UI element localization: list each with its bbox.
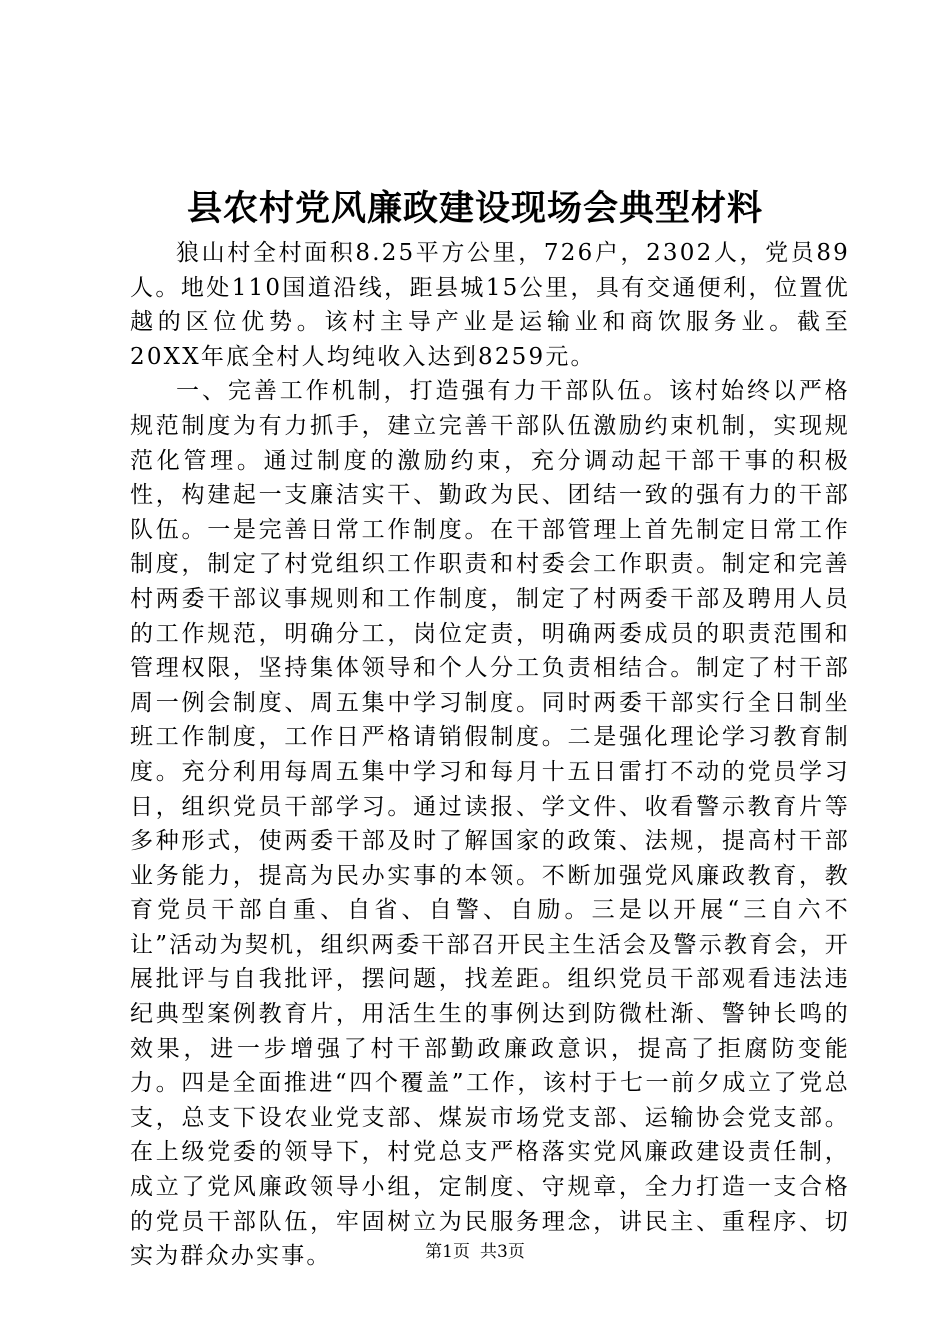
- page-number-current: 第1页: [425, 1242, 470, 1262]
- document-body: [130, 236, 850, 1274]
- document-title: 县农村党风廉政建设现场会典型材料: [186, 188, 763, 229]
- paragraph-intro: 狼山村全村面积8.25平方公里，726户，2302人，党员89人。地处110国道沿线，距县城15公里，具有交通便利，位置优越的区位优势。该村主导产业是运输业和商饮服务业。截至20XX年底全村人均纯收入达到8259元。: [130, 240, 850, 370]
- page-number-total: 共3页: [480, 1242, 525, 1262]
- paragraph-section-one: 一、完善工作机制，打造强有力干部队伍。该村始终以严格规范制度为有力抓手，建立完善干部队伍激励约束机制，实现规范化管理。通过制度的激励约束，充分调动起干部干事的积极性，构建起一支廉洁实干、勤政为民、团结一致的强有力的干部队伍。一是完善日常工作制度。在干部管理上首先制定日常工作制度，制定了村党组织工作职责和村委会工作职责。制定和完善村两委干部议事规则和工作制度，制定了村两委干部及聘用人员的工作规范，明确分工，岗位定责，明确两委成员的职责范围和管理权限，坚持集体领导和个人分工负责相结合。制定了村干部周一例会制度、周五集中学习制度。同时两委干部实行全日制坐班工作制度，工作日严格请销假制度。二是强化理论学习教育制度。充分利用每周五集中学习和每月十五日雷打不动的党员学习日，组织党员干部学习。通过读报、学文件、收看警示教育片等多种形式，使两委干部及时了解国家的政策、法规，提高村干部业务能力，提高为民办实事的本领。不断加强党风廉政教育，教育党员干部自重、自省、自警、自励。三是以开展“三自六不让”活动为契机，组织两委干部召开民主生活会及警示教育会，开展批评与自我批评，摆问题，找差距。组织党员干部观看违法违纪典型案例教育片，用活生生的事例达到防微杜渐、警钟长鸣的效果，进一步增强了村干部勤政廉政意识，提高了拒腐防变能力。四是全面推进“四个覆盖”工作，该村于七一前夕成立了党总支，总支下设农业党支部、煤炭市场党支部、运输协会党支部。在上级党委的领导下，村党总支严格落实党风廉政建设责任制，成立了党风廉政领导小组，定制度、守规章，全力打造一支合格的党员干部队伍，牢固树立为民服务理念，讲民主、重程序、切实为群众办实事。: [130, 378, 850, 1270]
- page-footer: [0, 1240, 950, 1264]
